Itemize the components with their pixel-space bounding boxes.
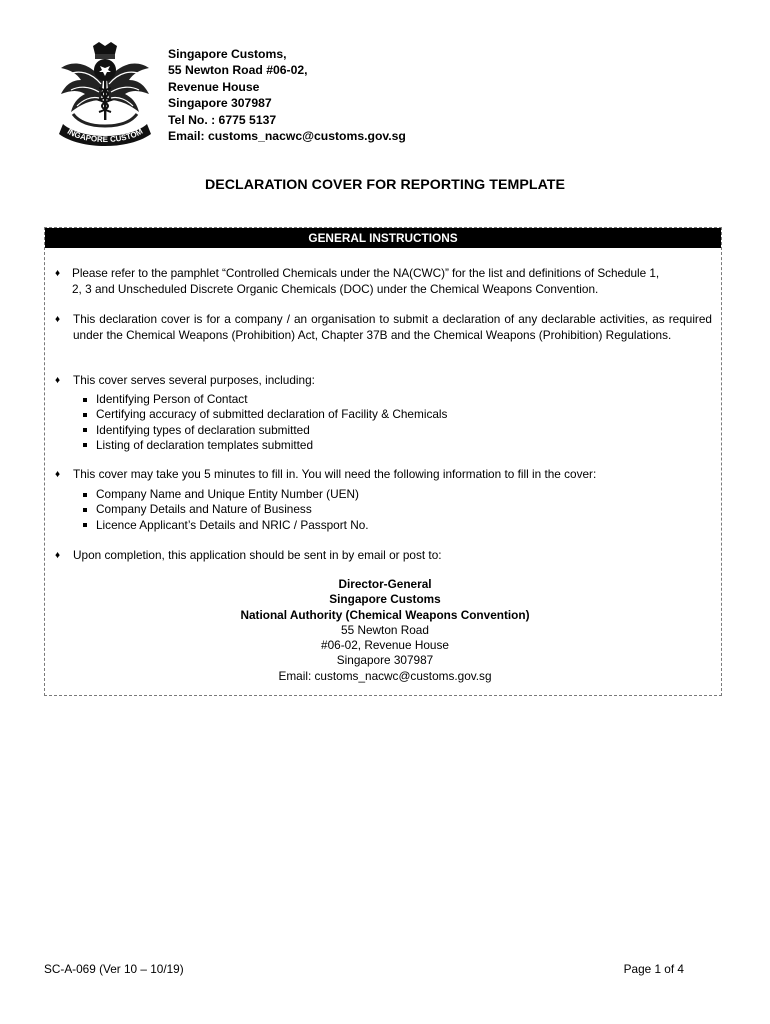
document-title: DECLARATION COVER FOR REPORTING TEMPLATE [204,177,566,193]
list-item: Listing of declaration templates submitted [81,438,447,453]
instruction-text: This cover may take you 5 minutes to fill in. You will need the following information to fill in the cover: [73,467,597,481]
address-line: Singapore 307987 [168,96,272,111]
square-bullet-icon [83,523,87,527]
list-item: Company Details and Nature of Business [81,502,369,517]
instruction-text: This cover serves several purposes, including: [73,373,315,387]
diamond-bullet-icon: ♦ [55,550,61,561]
recipient-line: Director-General [338,577,432,591]
form-code: SC-A-069 (Ver 10 – 10/19) [44,962,184,976]
recipient-line: Singapore 307987 [336,653,434,668]
address-line: Tel No. : 6775 5137 [168,112,277,127]
general-instructions-heading: GENERAL INSTRUCTIONS [45,228,721,248]
recipient-email: Email: customs_nacwc@customs.gov.sg [278,668,492,683]
instruction-text: Please refer to the pamphlet “Controlled Chemicals under the NA(CWC)” for the list and definitions of Schedule 1, [72,266,660,280]
page-number: Page 1 of 4 [623,962,684,976]
recipient-line: Singapore Customs [329,592,441,607]
recipient-address [0,577,770,684]
instruction-text: Upon completion, this application should be sent in by email or post to: [73,548,442,562]
list-item: Company Name and Unique Entity Number (UEN) [81,487,369,502]
address-line: 55 Newton Road #06-02, [168,63,308,78]
square-bullet-icon [83,493,87,497]
purpose-list [81,392,447,453]
instruction-text: 2, 3 and Unscheduled Discrete Organic Chemicals (DOC) under the Chemical Weapons Convention. [72,281,599,296]
square-bullet-icon [83,508,87,512]
diamond-bullet-icon: ♦ [55,268,61,279]
list-item: Certifying accuracy of submitted declaration of Facility & Chemicals [81,407,447,422]
square-bullet-icon [83,413,87,417]
square-bullet-icon [83,443,87,447]
diamond-bullet-icon: ♦ [55,314,61,325]
diamond-bullet-icon: ♦ [55,469,61,480]
square-bullet-icon [83,398,87,402]
required-info-list [81,487,369,533]
logo-banner-text: INGAPORE CUSTOM [65,126,145,145]
sender-address [168,46,406,144]
singapore-customs-logo [55,40,155,148]
recipient-line: #06-02, Revenue House [321,638,449,653]
list-item: Identifying types of declaration submitted [81,423,447,438]
diamond-bullet-icon: ♦ [55,375,61,386]
list-item: Identifying Person of Contact [81,392,447,407]
recipient-line: National Authority (Chemical Weapons Convention) [240,607,530,622]
address-email: Email: customs_nacwc@customs.gov.sg [168,129,406,144]
list-item: Licence Applicant’s Details and NRIC / Passport No. [81,518,369,533]
instruction-text: This declaration cover is for a company / an organisation to submit a declaration of any declarable activities, as required under the Chemical Weapons (Prohibition) Act, Chapter 37B and the Chemical Weapons (Prohibition) Regulations. [73,312,712,342]
square-bullet-icon [83,428,87,432]
address-line: Revenue House [168,79,260,94]
recipient-line: 55 Newton Road [341,622,429,637]
address-line: Singapore Customs, [168,47,287,61]
